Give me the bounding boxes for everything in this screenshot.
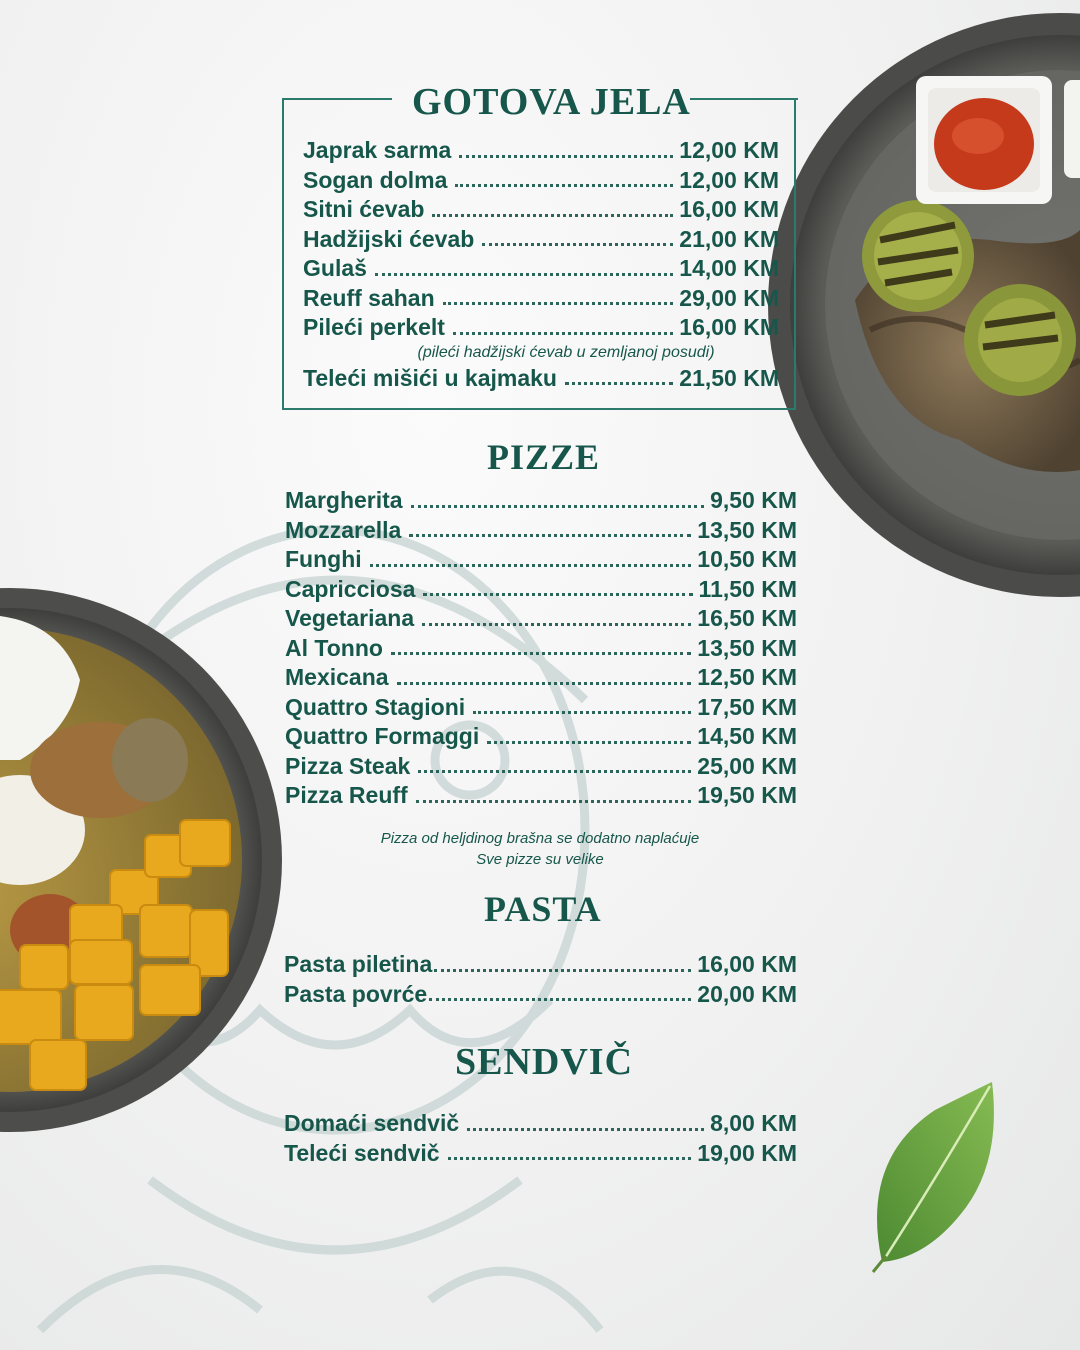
menu-item: Reuff sahan 29,00 KM (303, 284, 779, 311)
menu-item: Quattro Stagioni 17,50 KM (285, 693, 797, 720)
menu-item: Funghi 10,50 KM (285, 546, 797, 572)
sendvic-list (284, 1109, 797, 1168)
grill-plate-image (768, 13, 1080, 597)
gotova-jela-list (303, 136, 779, 393)
menu-item: Al Tonno 13,50 KM (285, 634, 797, 661)
menu-item: Pizza Steak 25,00 KM (285, 752, 797, 779)
section-title-sendvic: SENDVIČ (455, 1041, 634, 1083)
stew-plate-image (0, 588, 282, 1132)
menu-item: Vegetariana 16,50 KM (285, 605, 797, 631)
menu-item: Teleći mišići u kajmaku 21,50 KM (303, 364, 779, 391)
leaf-image (873, 1082, 994, 1272)
menu-item: Domaći sendvič 8,00 KM (284, 1110, 797, 1136)
menu-item: Mexicana 12,50 KM (285, 664, 797, 690)
menu-item: Hadžijski ćevab 21,00 KM (303, 225, 779, 252)
menu-item: Sogan dolma 12,00 KM (303, 166, 779, 193)
pizza-note: Sve pizze su velike (476, 851, 604, 868)
menu-item: Sitni ćevab 16,00 KM (303, 196, 779, 222)
pasta-list (284, 950, 797, 1009)
menu-item: Gulaš 14,00 KM (303, 255, 779, 281)
section-title-gotova-jela: GOTOVA JELA (412, 81, 691, 123)
menu-item: Quattro Formaggi 14,50 KM (285, 723, 797, 749)
menu-item: Teleći sendvič 19,00 KM (284, 1139, 797, 1166)
section-title-pasta: PASTA (484, 889, 602, 929)
section-title-pizze: PIZZE (487, 437, 601, 477)
menu-item: Mozzarella 13,50 KM (285, 516, 797, 543)
frame-line-right (690, 98, 798, 100)
pizze-notes (285, 828, 795, 870)
menu-item: Japrak sarma 12,00 KM (303, 137, 779, 163)
menu-item: Pasta piletina 16,00 KM (284, 951, 797, 977)
menu-item: Pizza Reuff 19,50 KM (285, 782, 797, 808)
pizze-list (285, 486, 797, 811)
frame-line-left (282, 98, 392, 100)
menu-item: Margherita 9,50 KM (285, 487, 797, 513)
item-note: (pileći hadžijski ćevab u zemljanoj posudi) (417, 343, 715, 361)
menu-item: Capricciosa 11,50 KM (285, 575, 797, 602)
menu-item: Pileći perkelt 16,00 KM (303, 314, 779, 340)
pizza-note: Pizza od heljdinog brašna se dodatno naplaćuje (380, 830, 700, 847)
menu-item: Pasta povrće 20,00 KM (284, 980, 797, 1007)
